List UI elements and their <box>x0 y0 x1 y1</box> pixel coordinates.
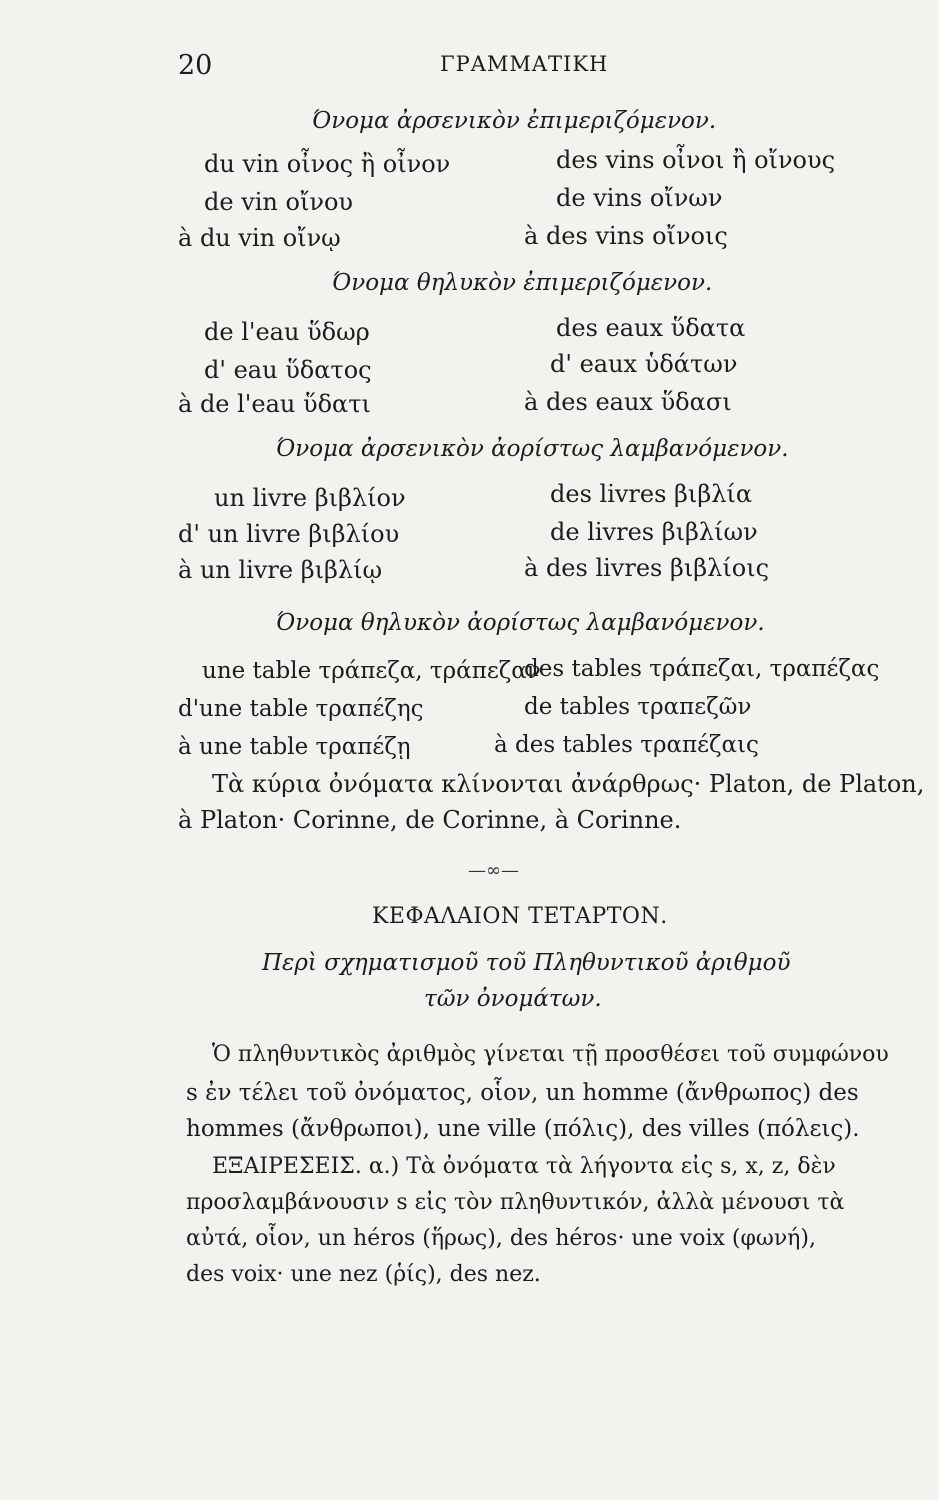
declension-plural: de vins οἴνων <box>556 184 723 212</box>
body-line: προσλαμβάνουσιν s εἰς τὸν πληθυντικόν, ἀλλὰ μένουσι τὰ <box>186 1190 845 1215</box>
declension-plural: de tables τραπεζῶν <box>524 694 752 720</box>
declension-plural: à des vins οἴνοις <box>524 222 728 250</box>
section-heading: Όνομα θηλυκὸν ἐπιμεριζόμενον. <box>332 270 713 296</box>
declension-singular: un livre βιβλίον <box>214 484 406 512</box>
body-line: hommes (ἄνθρωποι), une ville (πόλις), des villes (πόλεις). <box>186 1116 860 1142</box>
declension-plural: à des tables τραπέζαις <box>494 732 759 758</box>
declension-singular: du vin οἶνος ἢ οἶνον <box>204 150 451 178</box>
declension-plural: d' eaux ὑδάτων <box>550 350 738 378</box>
body-line: Ὁ πληθυντικὸς ἀριθμὸς γίνεται τῇ προσθέσει τοῦ συμφώνου <box>212 1042 889 1067</box>
declension-singular: d' un livre βιβλίου <box>178 520 400 548</box>
chapter-title: ΚΕΦΑΛΑΙΟΝ ΤΕΤΑΡΤΟΝ. <box>372 904 668 929</box>
declension-plural: des eaux ὕδατα <box>556 314 746 342</box>
declension-plural: de livres βιβλίων <box>550 518 758 546</box>
declension-singular: d'une table τραπέζης <box>178 696 424 722</box>
declension-plural: à des eaux ὕδασι <box>524 388 732 416</box>
declension-plural: des tables τράπεζαι, τραπέζας <box>524 656 880 682</box>
declension-singular: à une table τραπέζῃ <box>178 734 411 760</box>
declension-singular: à de l'eau ὕδατι <box>178 390 371 418</box>
chapter-subtitle: τῶν ὀνομάτων. <box>424 986 602 1012</box>
body-line: ΕΞΑΙΡΕΣΕΙΣ. α.) Τὰ ὀνόματα τὰ λήγοντα εἰς s, x, z, δὲν <box>212 1154 836 1179</box>
declension-singular: d' eau ὕδατος <box>204 356 372 384</box>
declension-plural: des vins οἶνοι ἢ οἴνους <box>556 146 836 174</box>
declension-plural: des livres βιβλία <box>550 480 753 508</box>
section-heading: Όνομα ἀρσενικὸν ἐπιμεριζόμενον. <box>312 108 717 134</box>
section-heading: Όνομα θηλυκὸν ἀορίστως λαμβανόμενον. <box>276 610 765 636</box>
running-title: ΓΡΑΜΜΑΤΙΚΗ <box>440 52 609 76</box>
body-line: des voix· une nez (ῥίς), des nez. <box>186 1262 541 1287</box>
proper-names-line: à Platon· Corinne, de Corinne, à Corinne. <box>178 806 682 834</box>
proper-names-line: Τὰ κύρια ὀνόματα κλίνονται ἀνάρθρως· Platon, de Platon, <box>212 770 925 798</box>
declension-singular: de vin οἴνου <box>204 188 354 216</box>
ornament-divider: —∞— <box>468 860 519 881</box>
body-line: αὐτά, οἷον, un héros (ἥρως), des héros· une voix (φωνή), <box>186 1226 816 1251</box>
declension-singular: de l'eau ὕδωρ <box>204 318 370 346</box>
chapter-subtitle: Περὶ σχηματισμοῦ τοῦ Πληθυντικοῦ ἀριθμοῦ <box>262 950 791 976</box>
page-number: 20 <box>178 50 213 81</box>
body-line: s ἐν τέλει τοῦ ὀνόματος, οἷον, un homme (ἄνθρωπος) des <box>186 1080 859 1106</box>
declension-singular: à un livre βιβλίῳ <box>178 556 383 584</box>
section-heading: Όνομα ἀρσενικὸν ἀορίστως λαμβανόμενον. <box>276 436 789 462</box>
declension-singular: à du vin οἴνῳ <box>178 224 341 252</box>
declension-plural: à des livres βιβλίοις <box>524 554 770 582</box>
declension-singular: une table τράπεζα, τράπεζαν <box>202 658 541 684</box>
